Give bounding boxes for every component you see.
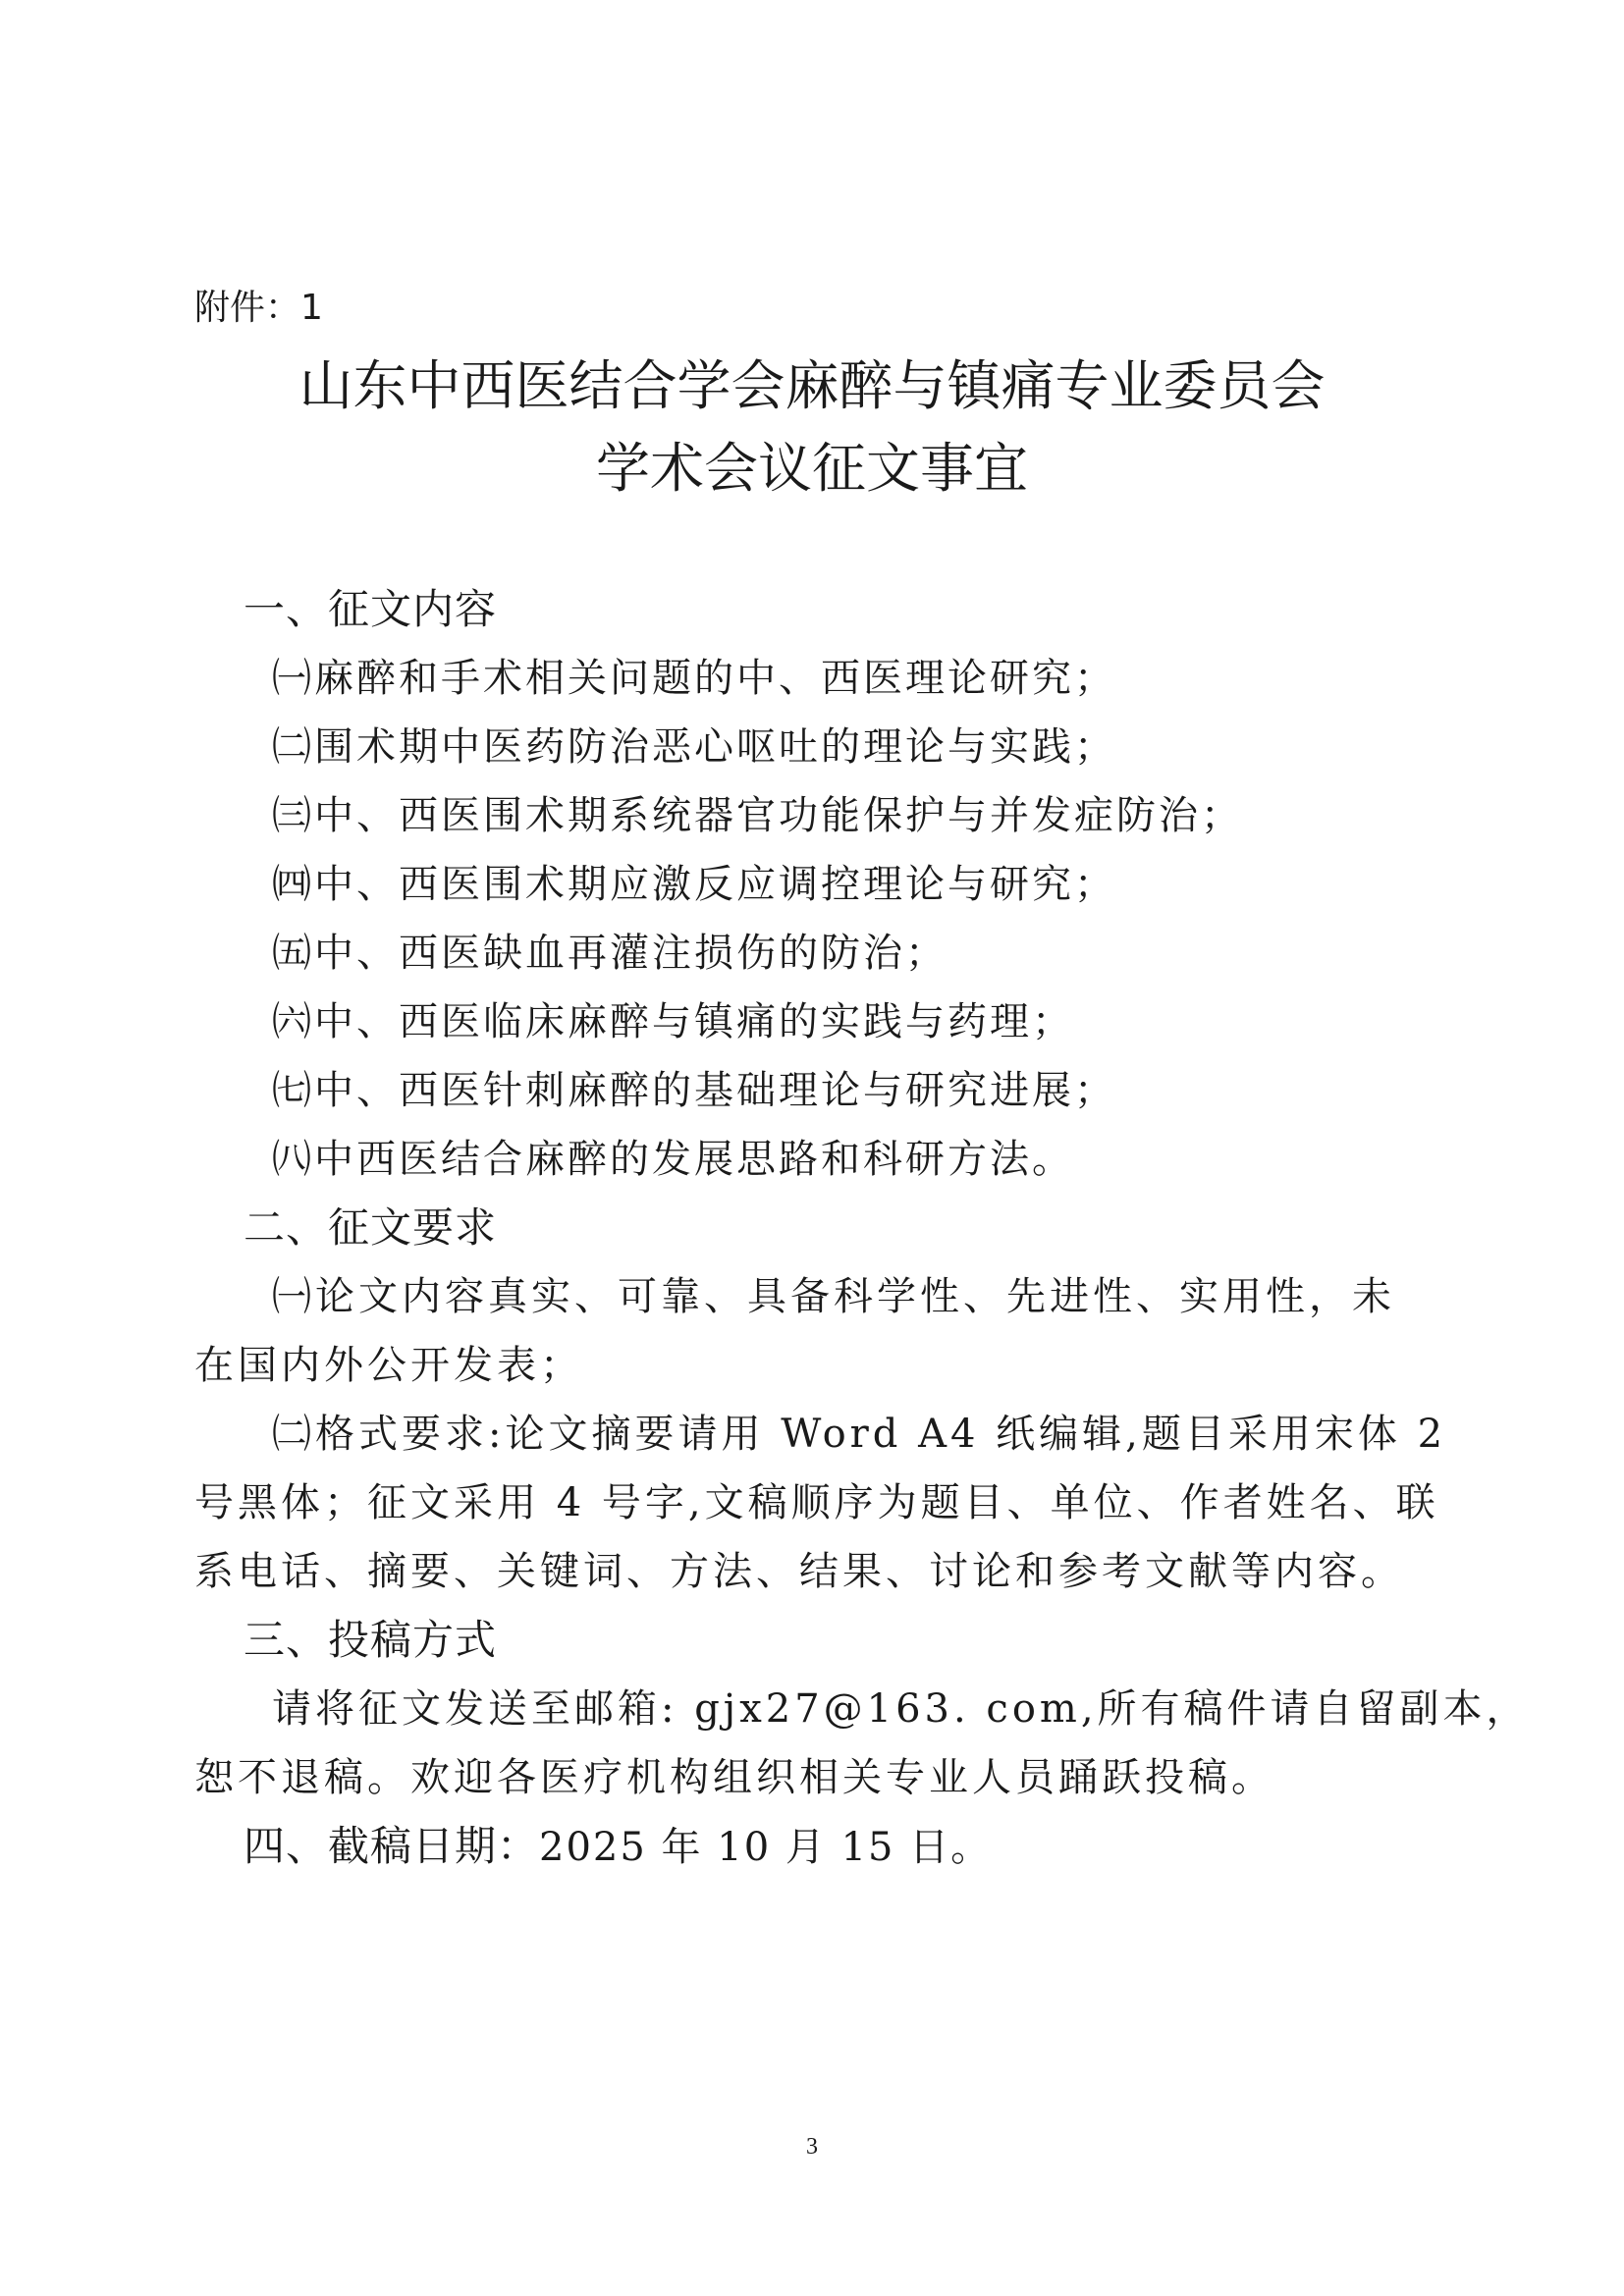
requirement-2-line-3: 系电话、摘要、关键词、方法、结果、讨论和参考文献等内容。: [194, 1549, 1404, 1594]
content-item-4: ㈣中、西医围术期应激反应调控理论与研究；: [272, 862, 1116, 907]
requirement-1-line-2: 在国内外公开发表；: [194, 1343, 583, 1388]
content-item-6: ㈥中、西医临床麻醉与镇痛的实践与药理；: [272, 999, 1074, 1044]
content-item-8: ㈧中西医结合麻醉的发展思路和科研方法。: [272, 1137, 1074, 1182]
attachment-label: 附件：1: [194, 288, 323, 328]
content-item-1: ㈠麻醉和手术相关问题的中、西医理论研究；: [272, 656, 1116, 701]
submission-line-2: 恕不退稿。欢迎各医疗机构组织相关专业人员踊跃投稿。: [194, 1755, 1274, 1800]
requirement-2-line-2: 号黑体；征文采用 4 号字,文稿顺序为题目、单位、作者姓名、联: [194, 1480, 1439, 1525]
deadline-label: 四、截稿日期：: [244, 1822, 540, 1870]
deadline-date: 2025 年 10 月 15 日。: [539, 1825, 993, 1870]
section-heading-requirements: 二、征文要求: [244, 1203, 498, 1252]
section-heading-submission: 三、投稿方式: [244, 1616, 498, 1664]
page-number: 3: [806, 2134, 818, 2160]
title-line-2: 学术会议征文事宜: [595, 437, 1028, 500]
deadline-row: [0, 1822, 1624, 1872]
content-item-2: ㈡围术期中医药防治恶心呕吐的理论与实践；: [272, 724, 1116, 770]
section-heading-content: 一、征文内容: [244, 585, 498, 633]
title-line-1: 山东中西医结合学会麻醉与镇痛专业委员会: [298, 354, 1326, 417]
requirement-2-line-1: ㈡格式要求:论文摘要请用 Word A4 纸编辑,题目采用宋体 2: [272, 1412, 1447, 1457]
submission-line-1: 请将征文发送至邮箱: gjx27@163. com,所有稿件请自留副本，: [272, 1686, 1530, 1732]
content-item-3: ㈢中、西医围术期系统器官功能保护与并发症防治；: [272, 793, 1243, 838]
content-item-7: ㈦中、西医针刺麻醉的基础理论与研究进展；: [272, 1068, 1116, 1113]
content-item-5: ㈤中、西医缺血再灌注损伤的防治；: [272, 931, 947, 976]
requirement-1-line-1: ㈠论文内容真实、可靠、具备科学性、先进性、实用性，未: [272, 1274, 1395, 1319]
